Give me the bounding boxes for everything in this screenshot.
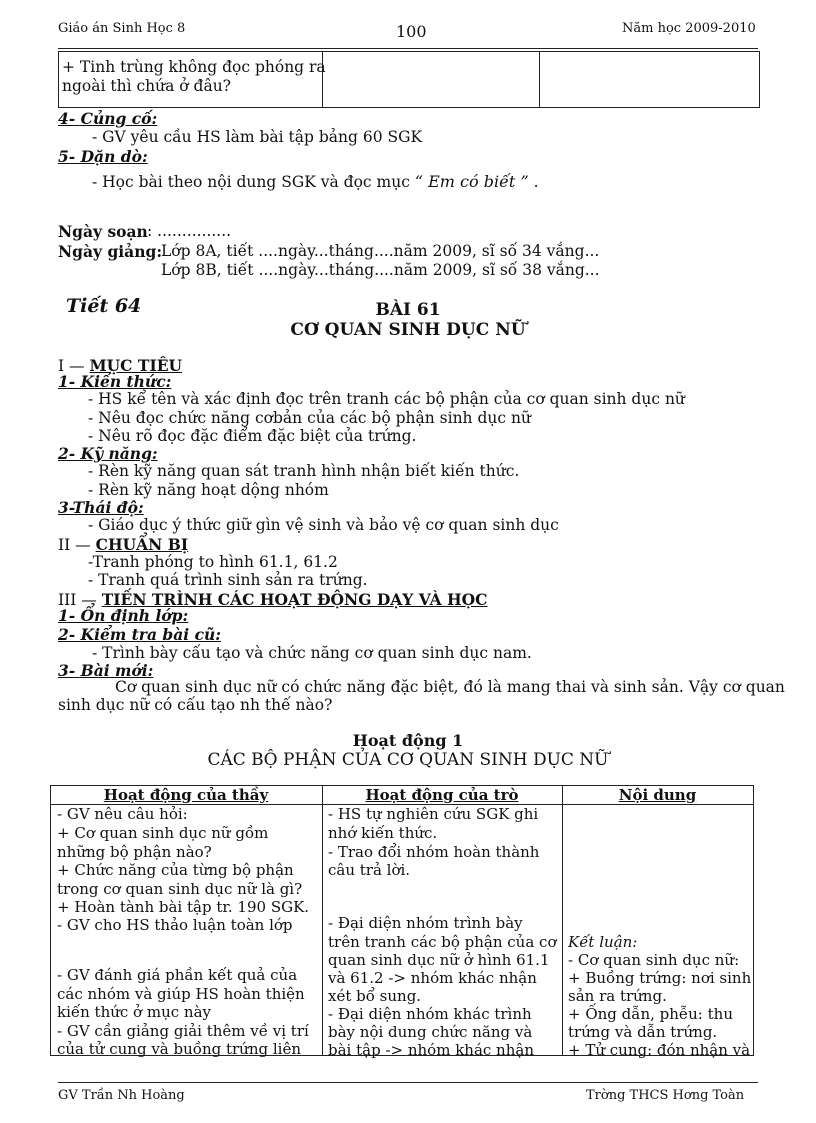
homework-item-quote: “ Em có biết ”	[414, 172, 529, 191]
procedure-intro-line2: sinh dục nữ có cấu tạo nh thế nào?	[58, 696, 333, 714]
col-header-content: Nội dung	[618, 786, 697, 804]
homework-item-text: - Học bài theo nội dung SGK và đọc mục	[92, 173, 410, 191]
homework-heading: 5- Dặn dò:	[58, 147, 148, 166]
knowledge-item: - HS kể tên và xác định đọc trên tranh các bộ phận của cơ quan sinh dục nữ	[88, 390, 685, 408]
activity-title: CÁC BỘ PHẬN CỦA CƠ QUAN SINH DỤC NỮ	[207, 750, 609, 770]
page-number: 100	[396, 22, 427, 41]
homework-item-end: .	[533, 173, 539, 191]
preparation-item: -Tranh phóng to hình 61.1, 61.2	[88, 553, 338, 571]
procedure-step2-item: - Trình bày cấu tạo và chức năng cơ quan sinh dục nam.	[92, 644, 532, 662]
knowledge-item: - Nêu đọc chức năng cơbản của các bộ phận sinh dục nữ	[88, 409, 531, 427]
skills-heading: 2- Kỹ năng:	[58, 444, 158, 463]
procedure-step1: 1- Ổn định lớp:	[58, 606, 189, 625]
student-line: câu trả lời.	[328, 861, 411, 879]
procedure-heading-text: TIẾN TRÌNH CÁC HOẠT ĐỘNG DẠY VÀ HỌC	[101, 590, 488, 609]
attitude-item: - Giáo dục ý thức giữ gìn vệ sinh và bảo vệ cơ quan sinh dục	[88, 516, 559, 534]
teacher-line: - GV cần giảng giải thêm về vị trí	[57, 1022, 309, 1040]
teacher-line: + Cơ quan sinh dục nữ gồm	[57, 824, 269, 842]
skills-item: - Rèn kỹ năng quan sát tranh hình nhận biết kiến thức.	[88, 462, 520, 480]
top-table-border	[759, 51, 760, 108]
top-table-border	[58, 51, 59, 108]
student-line: bài tập -> nhóm khác nhận	[328, 1041, 534, 1059]
homework-item	[92, 172, 539, 191]
prep-date-value: : ...............	[147, 222, 232, 240]
preparation-item: - Tranh quá trình sinh sản ra trứng.	[88, 571, 368, 589]
student-line: - HS tự nghiên cứu SGK ghi	[328, 805, 539, 823]
teacher-line: - GV đánh giá phần kết quả của	[57, 966, 298, 984]
knowledge-item: - Nêu rõ đọc đặc điểm đặc biệt của trứng.	[88, 427, 417, 445]
header-left: Giáo án Sinh Học 8	[58, 21, 186, 36]
top-table-border	[539, 51, 540, 108]
content-line: + Ống dẫn, phễu: thu	[568, 1005, 733, 1023]
teacher-line: trong cơ quan sinh dục nữ là gì?	[57, 880, 303, 898]
footer-rule	[58, 1082, 758, 1083]
lesson-title: CƠ QUAN SINH DỤC NỮ	[290, 320, 526, 340]
preparation-heading-num: II —	[58, 536, 91, 554]
content-line: + Buồng trứng: nơi sinh	[568, 969, 752, 987]
student-line: nhớ kiến thức.	[328, 824, 438, 842]
attitude-heading: 3-Thái độ:	[58, 498, 144, 517]
prep-date-label: Ngày soạn	[58, 222, 148, 241]
teacher-line: - GV nêu câu hỏi:	[57, 805, 188, 823]
teach-date-8b: Lớp 8B, tiết ....ngày...tháng....năm 2009, sĩ số 38 vắng...	[161, 261, 600, 279]
footer-left: GV Trần Nh Hoàng	[58, 1088, 185, 1103]
consolidation-item: - GV yêu cầu HS làm bài tập bảng 60 SGK	[92, 128, 423, 146]
procedure-heading-num: III —	[58, 591, 97, 609]
teacher-line: + Chức năng của từng bộ phận	[57, 861, 294, 879]
teach-date-8a: Lớp 8A, tiết ....ngày...tháng....năm 2009, sĩ số 34 vắng...	[161, 242, 600, 260]
activity-table-border	[322, 785, 323, 1056]
top-table-border-top	[58, 51, 760, 52]
student-line: - Trao đổi nhóm hoàn thành	[328, 843, 540, 861]
teacher-line: - GV cho HS thảo luận toàn lớp	[57, 916, 293, 934]
student-line: trên tranh các bộ phận của cơ	[328, 933, 557, 951]
student-line: quan sinh dục nữ ở hình 61.1	[328, 951, 550, 969]
procedure-step2: 2- Kiểm tra bài cũ:	[58, 625, 221, 644]
lesson-number: BÀI 61	[375, 300, 441, 320]
student-line: - Đại diện nhóm trình bày	[328, 914, 523, 932]
activity-table-border	[562, 785, 563, 1056]
top-table-border-bottom	[58, 107, 760, 108]
procedure-step3: 3- Bài mới:	[58, 661, 154, 680]
preparation-heading-text: CHUẨN BỊ	[95, 535, 189, 554]
objectives-heading-num: I —	[58, 357, 85, 375]
content-line: sản ra trứng.	[568, 987, 667, 1005]
student-line: và 61.2 -> nhóm khác nhận	[328, 969, 537, 987]
knowledge-heading: 1- Kiến thức:	[58, 372, 172, 391]
student-line: bày nội dung chức năng và	[328, 1023, 533, 1041]
activity-table-border	[50, 785, 51, 1056]
teacher-line: của tử cung và buồng trứng liên	[57, 1040, 301, 1058]
student-line: - Đại diện nhóm khác trình	[328, 1005, 532, 1023]
consolidation-heading: 4- Củng cố:	[58, 109, 158, 128]
top-table-text-line1: + Tinh trùng không đọc phóng ra	[62, 58, 326, 76]
procedure-intro-line1: Cơ quan sinh dục nữ có chức năng đặc biệt, đó là mang thai và sinh sản. Vậy cơ quan	[115, 678, 785, 696]
activity-table-border	[753, 785, 754, 1056]
col-header-student: Hoạt động của trò	[365, 786, 519, 804]
header-right: Năm học 2009-2010	[622, 21, 756, 36]
teacher-line: + Hoàn tành bài tập tr. 190 SGK.	[57, 898, 310, 916]
col-header-teacher: Hoạt động của thầy	[103, 786, 269, 804]
skills-item: - Rèn kỹ năng hoạt dộng nhóm	[88, 481, 329, 499]
teacher-line: kiến thức ở mục này	[57, 1003, 211, 1021]
teacher-line: các nhóm và giúp HS hoàn thiện	[57, 985, 305, 1003]
student-line: xét bổ sung.	[328, 987, 422, 1005]
conclusion-label: Kết luận:	[568, 933, 638, 951]
header-rule	[58, 48, 758, 49]
content-line: + Tử cung: đón nhận và	[568, 1041, 751, 1059]
teach-date-label: Ngày giảng:	[58, 242, 163, 261]
lesson-period: Tiết 64	[66, 295, 142, 317]
teacher-line: những bộ phận nào?	[57, 843, 212, 861]
activity-label: Hoạt động 1	[352, 731, 464, 750]
footer-right: Trờng THCS Hơng Toàn	[586, 1088, 745, 1103]
top-table-text-line2: ngoài thì chứa ở đâu?	[62, 77, 231, 95]
content-line: trứng và dẫn trứng.	[568, 1023, 718, 1041]
preparation-heading	[58, 535, 188, 554]
content-line: - Cơ quan sinh dục nữ:	[568, 951, 740, 969]
objectives-heading-text: MỤC TIÊU	[89, 356, 183, 375]
